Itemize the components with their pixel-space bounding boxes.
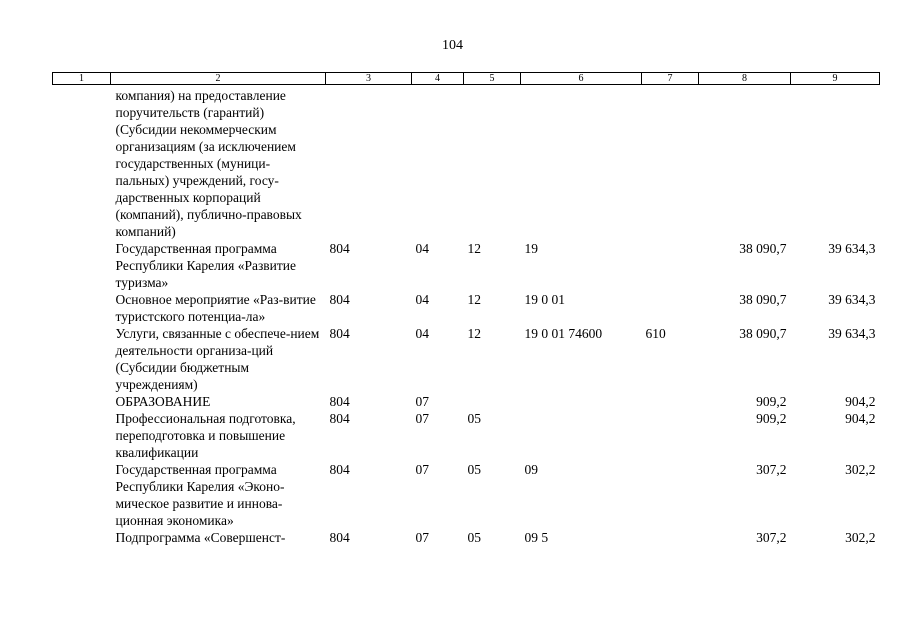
cell-amount-2: 302,2 bbox=[845, 462, 876, 477]
table-row bbox=[53, 410, 880, 461]
cell-subsection bbox=[464, 85, 521, 241]
page-number: 104 bbox=[442, 38, 463, 53]
cell-amount-1: 38 090,7 bbox=[739, 292, 787, 307]
cell-section bbox=[412, 85, 464, 241]
cell-expense-type bbox=[642, 461, 699, 529]
table-row bbox=[53, 325, 880, 393]
cell-admin-code: 804 bbox=[329, 326, 350, 341]
column-header: 5 bbox=[464, 73, 521, 85]
cell-admin-code: 804 bbox=[329, 411, 350, 426]
cell-expense-type bbox=[642, 240, 699, 291]
cell-subsection: 05 bbox=[467, 411, 481, 426]
cell-admin-code: 804 bbox=[329, 394, 350, 409]
cell-target-article: 19 0 01 74600 bbox=[524, 326, 603, 341]
column-header: 4 bbox=[412, 73, 464, 85]
cell-admin-code: 804 bbox=[329, 241, 350, 256]
cell-amount-1 bbox=[699, 85, 791, 241]
item-name: компания) на предоставление поручительств (гарантий) (Субсидии некоммерческим организациям (за исключением государственных (муници-пальных) учреждений, госу-дарственных корпораций (компаний), публично-правовых компаний) bbox=[115, 88, 302, 239]
column-header: 1 bbox=[53, 73, 111, 85]
cell-admin-code: 804 bbox=[329, 530, 350, 545]
column-header: 8 bbox=[699, 73, 791, 85]
cell-target-article: 19 0 01 bbox=[524, 292, 565, 307]
column-header: 3 bbox=[326, 73, 412, 85]
cell-target-article: 19 bbox=[524, 241, 538, 256]
cell-amount-2: 904,2 bbox=[845, 394, 876, 409]
empty-cell bbox=[53, 410, 111, 461]
cell-subsection: 05 bbox=[467, 530, 481, 545]
column-header: 7 bbox=[642, 73, 699, 85]
cell-target-article bbox=[521, 393, 642, 410]
item-name: ОБРАЗОВАНИЕ bbox=[115, 394, 211, 409]
cell-expense-type bbox=[642, 410, 699, 461]
cell-subsection: 12 bbox=[467, 292, 481, 307]
cell-section: 07 bbox=[415, 530, 429, 545]
item-name: Услуги, связанные с обеспече-нием деятельности организа-ций (Субсидии бюджетным учреждениям) bbox=[115, 326, 320, 392]
cell-subsection: 05 bbox=[467, 462, 481, 477]
empty-cell bbox=[53, 85, 111, 241]
cell-amount-2 bbox=[791, 85, 880, 241]
cell-admin-code: 804 bbox=[329, 292, 350, 307]
cell-section: 04 bbox=[415, 241, 429, 256]
cell-expense-type bbox=[642, 393, 699, 410]
empty-cell bbox=[53, 529, 111, 546]
cell-subsection bbox=[464, 393, 521, 410]
column-number-row bbox=[53, 73, 880, 85]
cell-amount-2: 39 634,3 bbox=[828, 241, 876, 256]
empty-cell bbox=[53, 461, 111, 529]
cell-amount-2: 904,2 bbox=[845, 411, 876, 426]
table-row bbox=[53, 461, 880, 529]
cell-amount-1: 307,2 bbox=[756, 530, 787, 545]
cell-expense-type bbox=[642, 529, 699, 546]
cell-amount-2: 39 634,3 bbox=[828, 292, 876, 307]
cell-target-article: 09 5 bbox=[524, 530, 549, 545]
cell-expense-type: 610 bbox=[645, 326, 666, 341]
table-row bbox=[53, 291, 880, 325]
column-header: 9 bbox=[791, 73, 880, 85]
cell-amount-1: 909,2 bbox=[756, 394, 787, 409]
column-header: 2 bbox=[111, 73, 326, 85]
item-name: Профессиональная подготовка, переподготовка и повышение квалификации bbox=[115, 411, 296, 460]
cell-subsection: 12 bbox=[467, 241, 481, 256]
cell-section: 07 bbox=[415, 394, 429, 409]
cell-amount-2: 302,2 bbox=[845, 530, 876, 545]
table-row bbox=[53, 240, 880, 291]
cell-section: 04 bbox=[415, 326, 429, 341]
table-row bbox=[53, 393, 880, 410]
cell-admin-code: 804 bbox=[329, 462, 350, 477]
budget-table bbox=[52, 72, 880, 546]
cell-section: 07 bbox=[415, 462, 429, 477]
cell-expense-type bbox=[642, 85, 699, 241]
empty-cell bbox=[53, 393, 111, 410]
cell-amount-1: 38 090,7 bbox=[739, 326, 787, 341]
item-name: Государственная программа Республики Карелия «Развитие туризма» bbox=[115, 241, 297, 290]
item-name: Основное мероприятие «Раз-витие туристского потенциа-ла» bbox=[115, 292, 316, 324]
empty-cell bbox=[53, 240, 111, 291]
cell-section: 07 bbox=[415, 411, 429, 426]
empty-cell bbox=[53, 325, 111, 393]
table-row bbox=[53, 529, 880, 546]
table-row bbox=[53, 85, 880, 241]
cell-amount-2: 39 634,3 bbox=[828, 326, 876, 341]
column-header: 6 bbox=[521, 73, 642, 85]
cell-target-article: 09 bbox=[524, 462, 538, 477]
empty-cell bbox=[53, 291, 111, 325]
cell-amount-1: 38 090,7 bbox=[739, 241, 787, 256]
cell-target-article bbox=[521, 85, 642, 241]
cell-admin-code bbox=[326, 85, 412, 241]
cell-amount-1: 307,2 bbox=[756, 462, 787, 477]
cell-expense-type bbox=[642, 291, 699, 325]
cell-amount-1: 909,2 bbox=[756, 411, 787, 426]
item-name: Подпрограмма «Совершенст- bbox=[115, 530, 286, 545]
item-name: Государственная программа Республики Карелия «Эконо-мическое развитие и иннова-ционная экономика» bbox=[115, 462, 285, 528]
cell-target-article bbox=[521, 410, 642, 461]
cell-section: 04 bbox=[415, 292, 429, 307]
cell-subsection: 12 bbox=[467, 326, 481, 341]
